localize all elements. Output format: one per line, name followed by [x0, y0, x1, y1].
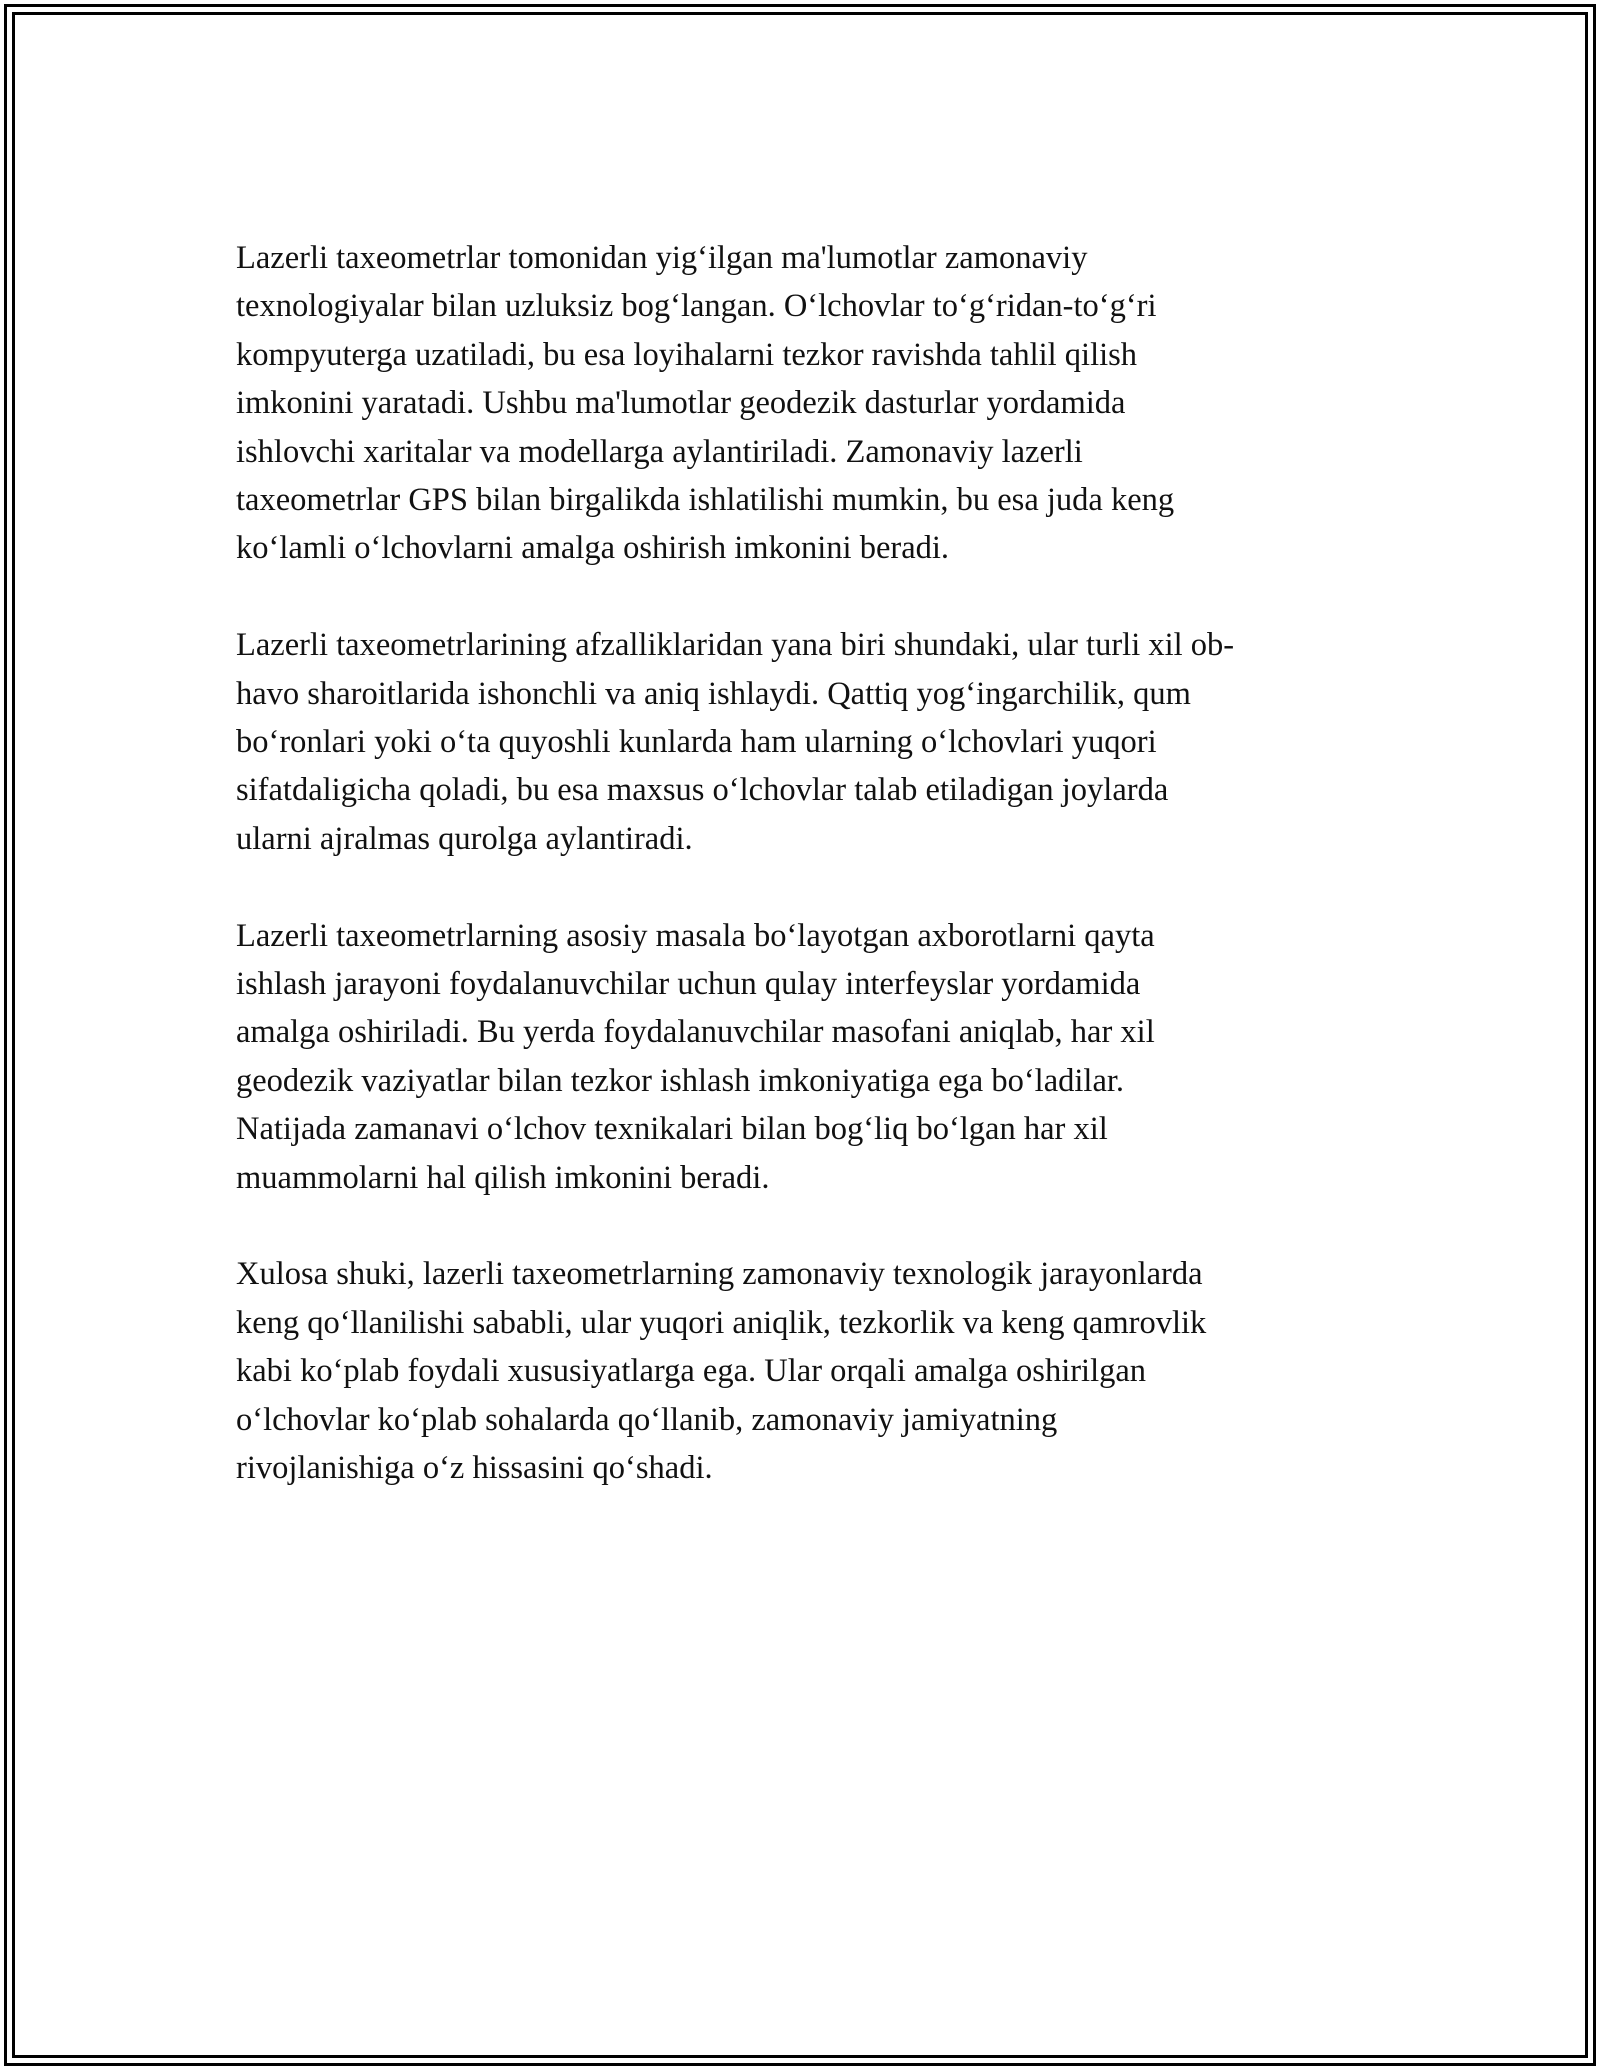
text-line: ishlash jarayoni foydalanuvchilar uchun qulay interfeyslar yordamida [236, 966, 1141, 1003]
text-line: Lazerli taxeometrlarining afzalliklaridan yana biri shundaki, ular turli xil ob- [236, 627, 1235, 664]
text-line: ishlovchi xaritalar va modellarga aylantiriladi. Zamonaviy lazerli [236, 433, 1083, 470]
text-line: Xulosa shuki, lazerli taxeometrlarning zamonaviy texnologik jarayonlarda [236, 1256, 1203, 1293]
text-line: sifatdaligicha qoladi, bu esa maxsus o‘lchovlar talab etiladigan joylarda [236, 772, 1169, 809]
text-line: rivojlanishiga o‘z hissasini qo‘shadi. [236, 1450, 713, 1487]
text-line: texnologiyalar bilan uzluksiz bog‘langan. O‘lchovlar to‘g‘ridan-to‘g‘ri [236, 288, 1157, 325]
text-line: imkonini yaratadi. Ushbu ma'lumotlar geodezik dasturlar yordamida [236, 385, 1126, 422]
text-line: Lazerli taxeometrlar tomonidan yig‘ilgan ma'lumotlar zamonaviy [236, 240, 1088, 276]
text-line: taxeometrlar GPS bilan birgalikda ishlatilishi mumkin, bu esa juda keng [236, 482, 1175, 519]
document-body [236, 234, 1370, 1541]
text-line: geodezik vaziyatlar bilan tezkor ishlash imkoniyatiga ega bo‘ladilar. [236, 1062, 1125, 1099]
paragraph-2 [236, 621, 1370, 863]
text-line: kabi ko‘plab foydali xususiyatlarga ega. Ular orqali amalga oshirilgan [236, 1353, 1147, 1390]
text-line: bo‘ronlari yoki o‘ta quyoshli kunlarda ham ularning o‘lchovlari yuqori [236, 724, 1157, 761]
text-line: keng qo‘llanilishi sababli, ular yuqori aniqlik, tezkorlik va keng qamrovlik [236, 1304, 1207, 1341]
paragraph-1 [236, 234, 1370, 573]
text-line: o‘lchovlar ko‘plab sohalarda qo‘llanib, zamonaviy jamiyatning [236, 1401, 1058, 1438]
text-line: ko‘lamli o‘lchovlarni amalga oshirish imkonini beradi. [236, 530, 950, 567]
paragraph-3 [236, 912, 1370, 1202]
text-line: Natijada zamanavi o‘lchov texnikalari bilan bog‘liq bo‘lgan har xil [236, 1111, 1108, 1148]
text-line: kompyuterga uzatiladi, bu esa loyihalarni tezkor ravishda tahlil qilish [236, 336, 1138, 373]
text-line: muammolarni hal qilish imkonini beradi. [236, 1159, 770, 1196]
paragraph-4 [236, 1250, 1370, 1492]
text-line: Lazerli taxeometrlarning asosiy masala bo‘layotgan axborotlarni qayta [236, 917, 1155, 954]
text-line: amalga oshiriladi. Bu yerda foydalanuvchilar masofani aniqlab, har xil [236, 1014, 1155, 1051]
text-line: havo sharoitlarida ishonchli va aniq ishlaydi. Qattiq yog‘ingarchilik, qum [236, 675, 1191, 712]
text-line: ularni ajralmas qurolga aylantiradi. [236, 820, 693, 857]
